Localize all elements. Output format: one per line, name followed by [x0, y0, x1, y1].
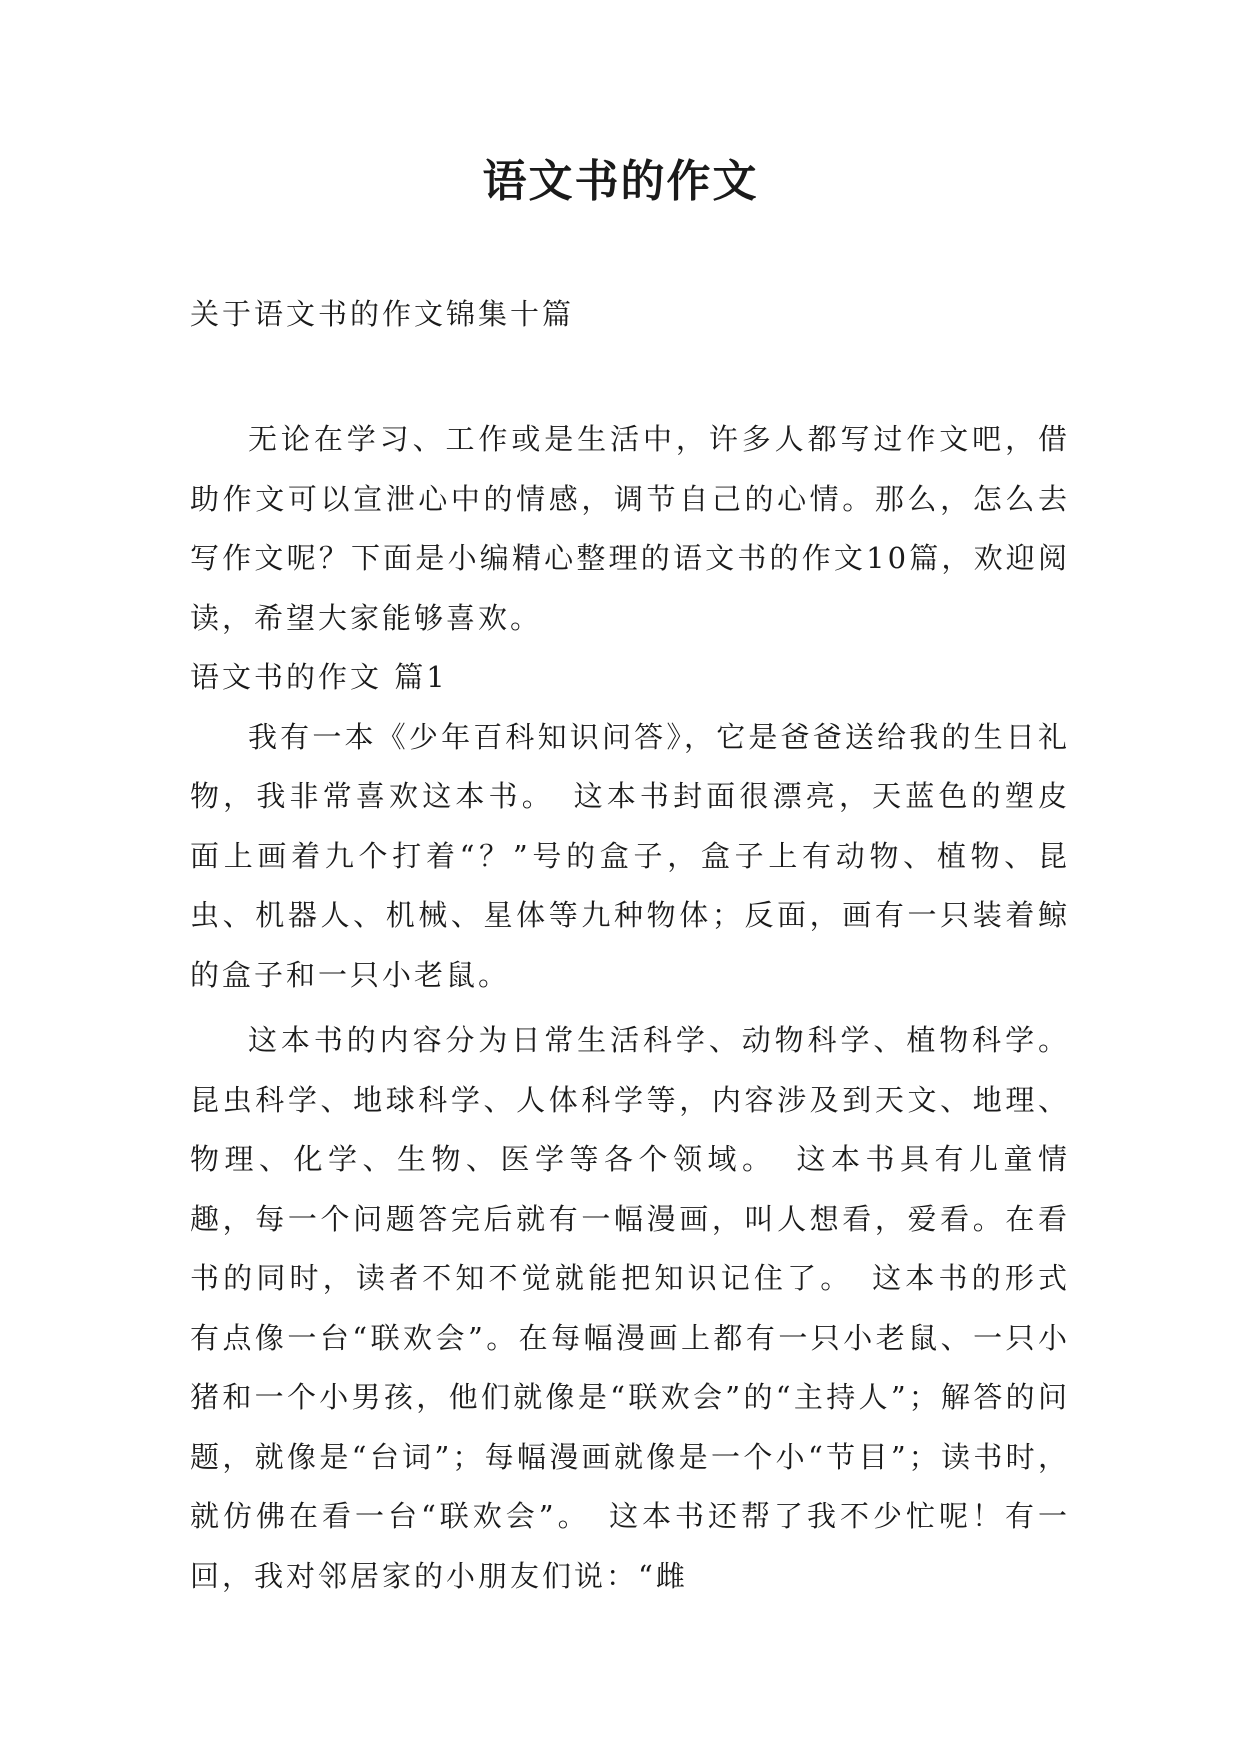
body-paragraph-1: 我有一本《少年百科知识问答》，它是爸爸送给我的生日礼物，我非常喜欢这本书。 这本书封面很漂亮，天蓝色的塑皮面上画着九个打着“？”号的盒子，盒子上有动物、植物、昆虫、机器人、机械、星体等九种物体；反面，画有一只装着鲸的盒子和一只小老鼠。	[190, 719, 1070, 992]
document-body	[190, 410, 1070, 1606]
body-paragraph-2: 这本书的内容分为日常生活科学、动物科学、植物科学。昆虫科学、地球科学、人体科学等，内容涉及到天文、地理、物理、化学、生物、医学等各个领域。 这本书具有儿童情趣，每一个问题答完后就有一幅漫画，叫人想看，爱看。在看书的同时，读者不知不觉就能把知识记住了。 这本书的形式有点像一台“联欢会”。在每幅漫画上都有一只小老鼠、一只小猪和一个小男孩，他们就像是“联欢会”的“主持人”；解答的问题，就像是“台词”；每幅漫画就像是一个小“节目”；读书时，就仿佛在看一台“联欢会”。 这本书还帮了我不少忙呢！有一回，我对邻居家的小朋友们说：“雌	[190, 1023, 1070, 1593]
document-subtitle: 关于语文书的作文锦集十篇	[190, 297, 575, 331]
document-title: 语文书的作文	[482, 156, 759, 207]
intro-paragraph: 无论在学习、工作或是生活中，许多人都写过作文吧，借助作文可以宣泄心中的情感，调节自己的心情。那么，怎么去写作文呢？下面是小编精心整理的语文书的作文10篇，欢迎阅读，希望大家能够喜欢。	[190, 422, 1070, 635]
section-heading: 语文书的作文 篇1	[190, 660, 448, 694]
